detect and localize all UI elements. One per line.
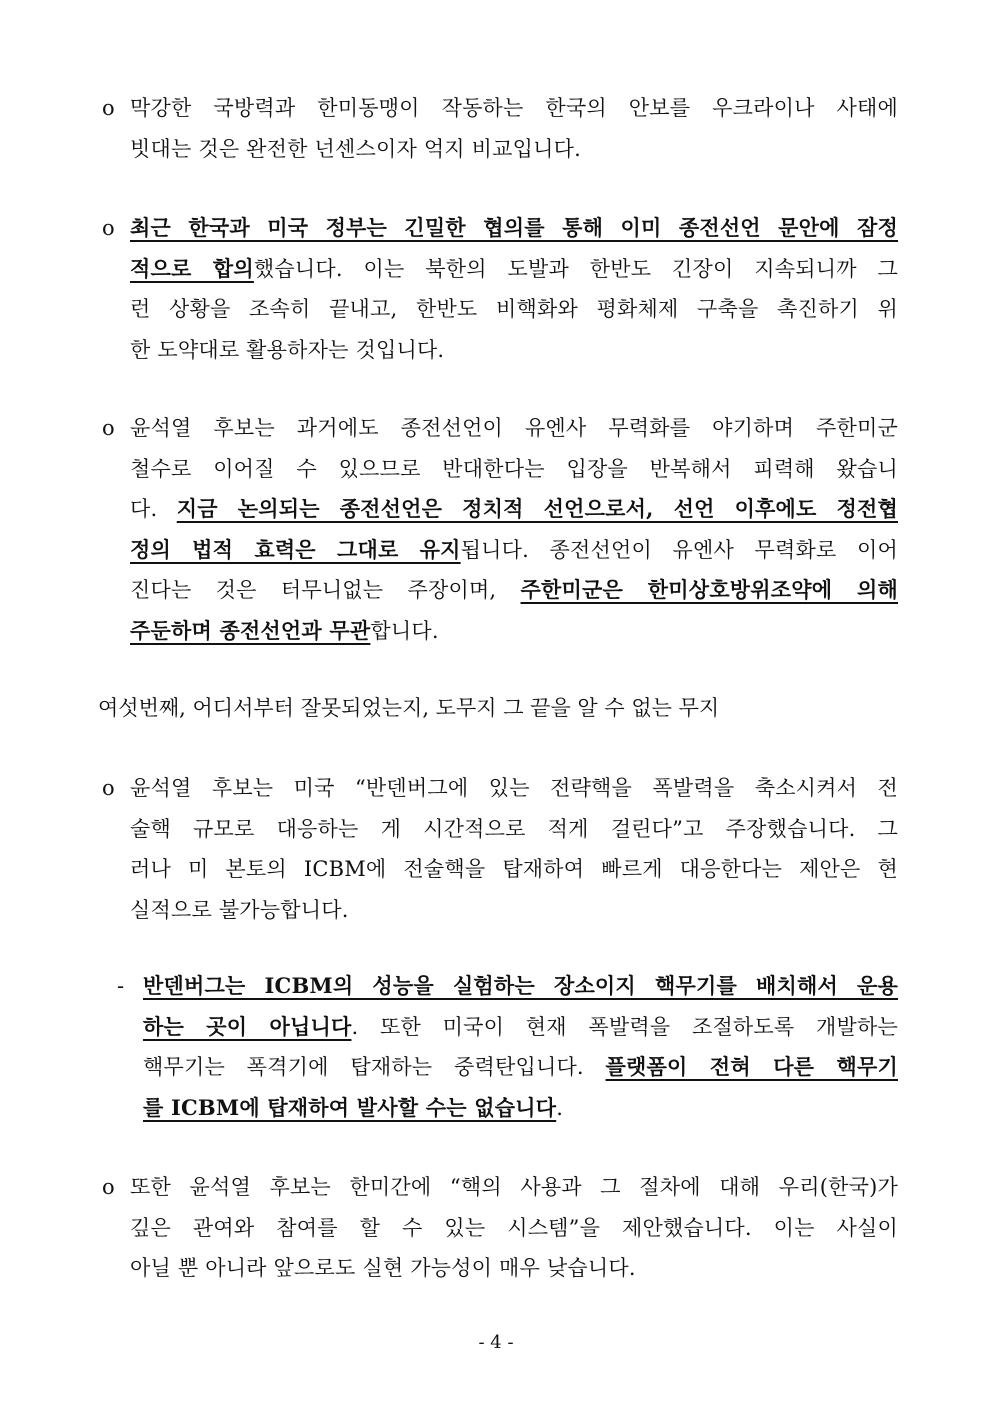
text-run: 실적으로 불가능합니다. [130,897,349,922]
text-run: 술핵 규모로 대응하는 게 시간적으로 적게 걸린다”고 주장했습니다. 그 [130,816,898,841]
text-line [130,768,898,809]
text-line [130,289,898,330]
section-heading: 여섯번째, 어디서부터 잘못되었는지, 도무지 그 끝을 알 수 없는 무지 [98,696,720,720]
text-run: 한 도약대로 활용하자는 것입니다. [130,337,445,362]
text-line [130,849,898,890]
text-line [143,1047,898,1088]
emphasized-text: 주한미군은 한미상호방위조약에 의해 [520,577,898,602]
paragraph-1 [102,88,898,169]
bullet-marker: o [102,1175,115,1199]
text-line [130,809,898,850]
paragraph-5 [117,966,898,1128]
text-run: 철수로 이어질 수 있으므로 반대한다는 입장을 반복해서 피력해 왔습니 [130,456,898,481]
emphasized-text: 적으로 합의 [130,255,254,281]
text-run: 또한 윤석열 후보는 한미간에 “핵의 사용과 그 절차에 대해 우리(한국)가 [130,1175,898,1199]
text-line [130,208,898,249]
text-run: 아닐 뿐 아니라 앞으로도 실현 가능성이 매우 낮습니다. [130,1256,636,1280]
text-run: 했습니다. 이는 북한의 도발과 한반도 긴장이 지속되니까 그 [253,256,898,281]
text-run: 러나 미 본토의 ICBM에 전술핵을 탑재하여 빠르게 대응한다는 제안은 현 [130,857,898,881]
text-line [130,530,898,571]
text-run: . 또한 미국이 현재 폭발력을 조절하도록 개발하는 [351,1014,898,1039]
text-line [130,1167,898,1208]
text-run: 진다는 것은 터무니없는 주장이며, [130,578,521,602]
text-run: 윤석열 후보는 미국 “반덴버그에 있는 전략핵을 폭발력을 축소시켜서 전 [130,776,898,800]
text-run: 합니다. [370,618,439,643]
text-line [130,330,898,371]
bullet-marker: o [102,216,115,240]
text-run: 빗대는 것은 완전한 넌센스이자 억지 비교입니다. [130,136,581,161]
bullet-marker: o [102,416,115,440]
text-line [130,1248,898,1289]
text-line [130,129,898,170]
emphasized-text: 주둔하며 종전선언과 무관 [130,617,371,643]
emphasized-text: 하는 곳이 아닙니다 [143,1013,352,1039]
bullet-marker: o [102,776,115,800]
text-line [143,1088,898,1129]
emphasized-text: 플랫폼이 전혀 다른 핵무기 [605,1054,898,1079]
text-line [130,890,898,931]
text-run: 윤석열 후보는 과거에도 종전선언이 유엔사 무력화를 야기하며 주한미군 [130,416,898,440]
emphasized-text: 반덴버그는 ICBM의 성능을 실험하는 장소이지 핵무기를 배치해서 운용 [143,973,898,998]
emphasized-text: 지금 논의되는 종전선언은 정치적 선언으로서, 선언 이후에도 정전협 [176,496,898,521]
paragraph-3 [102,408,898,651]
text-line [130,570,898,611]
text-run: . [556,1095,564,1120]
emphasized-text: 최근 한국과 미국 정부는 긴밀한 협의를 통해 이미 종전선언 문안에 잠정 [130,215,898,240]
bullet-marker: o [102,96,115,120]
text-line [143,1007,898,1048]
emphasized-text: 정의 법적 효력은 그대로 유지 [130,536,461,562]
page-number: - 4 - [478,1332,514,1353]
text-line [130,1208,898,1249]
paragraph-2 [102,208,898,370]
text-run: 런 상황을 조속히 끝내고, 한반도 비핵화와 평화체제 구축을 촉진하기 위 [130,297,898,321]
dash-marker: - [117,974,125,998]
text-line [130,449,898,490]
emphasized-text: 를 ICBM에 탑재하여 발사할 수는 없습니다 [143,1094,557,1120]
text-line [130,249,898,290]
text-line [130,489,898,530]
text-run: 다. [130,497,177,521]
text-run: 핵무기는 폭격기에 탑재하는 중력탄입니다. [143,1055,606,1079]
text-run: 됩니다. 종전선언이 유엔사 무력화로 이어 [460,537,898,562]
text-line [130,611,898,652]
text-run: 막강한 국방력과 한미동맹이 작동하는 한국의 안보를 우크라이나 사태에 [130,96,898,120]
paragraph-6 [102,1167,898,1289]
text-line [143,966,898,1007]
text-line [130,88,898,129]
paragraph-4 [102,768,898,930]
text-line [130,408,898,449]
text-run: 깊은 관여와 참여를 할 수 있는 시스템”을 제안했습니다. 이는 사실이 [130,1215,898,1240]
